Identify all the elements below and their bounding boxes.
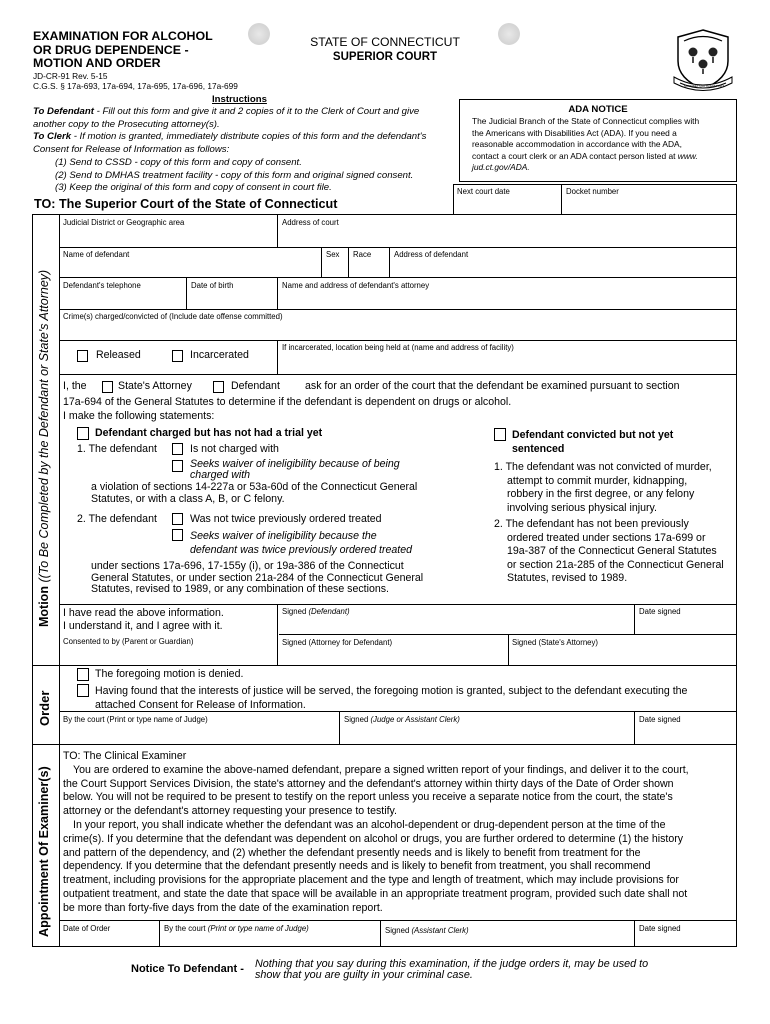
signed-judge-field[interactable]: Signed (Judge or Assistant Clerk) — [344, 715, 460, 724]
form-title: EXAMINATION FOR ALCOHOL OR DRUG DEPENDENCE - MOTION AND ORDER — [33, 29, 213, 70]
defendant-address-field[interactable]: Address of defendant — [394, 250, 469, 259]
punch-hole-right — [498, 23, 520, 45]
motion-granted-label: Having found that the interests of justice will be served, the foregoing motion is granted, subject to the defendant executing the attached Consent for Release of Information. — [95, 685, 688, 711]
signed-defendant-field[interactable]: Signed (Defendant) — [282, 607, 350, 616]
date-of-order-field[interactable]: Date of Order — [63, 924, 111, 933]
notice-text: Nothing that you say during this examination, if the judge orders it, may be used to show that you are guilty in your criminal case. — [255, 958, 649, 981]
sex-field[interactable]: Sex — [326, 250, 340, 259]
motion-denied-checkbox[interactable] — [77, 668, 89, 681]
charged-not-tried-checkbox[interactable] — [77, 427, 89, 440]
docket-number-label: Docket number — [566, 187, 619, 196]
ask-text-2: 17a-694 of the General Statutes to determine if the defendant is dependent on drugs or alcohol. — [63, 396, 512, 408]
signed-assistant-clerk-field[interactable]: Signed (Assistant Clerk) — [385, 926, 469, 935]
consented-by-field[interactable]: Consented to by (Parent or Guardian) — [63, 637, 194, 646]
statutes: C.G.S. § 17a-693, 17a-694, 17a-695, 17a-696, 17a-699 — [33, 81, 238, 91]
signed-states-attorney-field[interactable]: Signed (State's Attorney) — [512, 638, 599, 647]
make-statements: I make the following statements: — [63, 410, 215, 422]
punch-hole-left — [248, 23, 270, 45]
order-by-the-court-field[interactable]: By the court (Print or type name of Judge) — [63, 715, 208, 724]
appointment-by-court-field[interactable]: By the court (Print or type name of Judge) — [164, 924, 309, 933]
motion-denied-label: The foregoing motion is denied. — [95, 668, 244, 680]
not-previously-treated-checkbox[interactable] — [172, 513, 183, 525]
i-the-label: I, the — [63, 380, 87, 392]
not-charged-label: Is not charged with — [190, 443, 279, 455]
form-id: JD-CR-91 Rev. 5-15 — [33, 71, 108, 81]
ada-text: The Judicial Branch of the State of Connecticut complies with the Americans with Disabilities Act (ADA). If you need a reasonable accommodation in accordance with the ADA, contact a court clerk or an ADA contact person listed at www. jud.ct.gov/ADA. — [472, 116, 700, 173]
released-label: Released — [96, 349, 141, 361]
seeks-waiver-1-checkbox[interactable] — [172, 460, 183, 472]
ada-heading: ADA NOTICE — [568, 104, 628, 115]
convicted-not-sentenced-checkbox[interactable] — [494, 428, 506, 441]
charged-heading: Defendant charged but has not had a trial yet — [95, 427, 323, 439]
states-attorney-label: State's Attorney — [118, 380, 192, 392]
to-court-heading: TO: The Superior Court of the State of Connecticut — [34, 197, 338, 211]
motion-date-signed-field[interactable]: Date signed — [639, 607, 681, 616]
defendant-telephone-field[interactable]: Defendant's telephone — [63, 281, 141, 290]
incarcerated-label: Incarcerated — [190, 349, 249, 361]
attorney-name-address-field[interactable]: Name and address of defendant's attorney — [282, 281, 430, 290]
seeks-waiver-2-checkbox[interactable] — [172, 529, 183, 541]
under-sections-text: under sections 17a-696, 17-155y (i), or 19a-386 of the Connecticut General Statutes, or under section 21a-284 of the Connecticut General Statutes, revised to 1989, or any combination of these sections. — [91, 560, 424, 596]
instructions-heading: Instructions — [212, 94, 267, 105]
notice-label: Notice To Defendant - — [131, 963, 244, 975]
address-of-court-field[interactable]: Address of court — [282, 218, 339, 227]
date-of-birth-field[interactable]: Date of birth — [191, 281, 234, 290]
crimes-field[interactable]: Crime(s) charged/convicted of (Include date offense committed) — [63, 312, 283, 321]
motion-section-label: Motion ((To Be Completed by the Defendant or State's Attorney) — [37, 269, 51, 627]
convicted-item1: 1. The defendant was not convicted of murder, attempt to commit murder, kidnapping, robbery in the first degree, or any felony involving serious physical injury. — [494, 461, 712, 514]
order-section-label: Order — [37, 690, 52, 726]
read-info: I have read the above information. I understand it, and I agree with it. — [63, 607, 224, 632]
next-court-date-label: Next court date — [457, 187, 510, 196]
incarcerated-checkbox[interactable] — [172, 350, 183, 362]
item1-label: 1. The defendant — [77, 443, 157, 455]
court-name: SUPERIOR COURT — [332, 51, 438, 63]
convicted-heading: Defendant convicted but not yet sentenced — [512, 429, 674, 455]
instructions-body: To Defendant - Fill out this form and give it and 2 copies of it to the Clerk of Court and give another copy to the Prosecuting attorney(s). To Clerk - If motion is granted, immediately distribute copies of this form and the defendant's Consent for Release of Information as follows: (1) Send to CSSD - copy of this form and copy of consent. (2) Send to DMHAS treatment facility - copy of this form and original signed consent. (3) Keep the original of this form and copy of consent in court file. — [33, 106, 427, 194]
ask-text: ask for an order of the court that the defendant be examined pursuant to section — [305, 380, 680, 392]
released-checkbox[interactable] — [77, 350, 88, 362]
appointment-section-label: Appointment Of Examiner(s) — [37, 766, 51, 937]
appointment-date-signed-field[interactable]: Date signed — [639, 924, 681, 933]
order-date-signed-field[interactable]: Date signed — [639, 715, 681, 724]
states-attorney-checkbox[interactable] — [102, 381, 113, 393]
not-charged-checkbox[interactable] — [172, 443, 183, 455]
defendant-label: Defendant — [231, 380, 280, 392]
convicted-item2: 2. The defendant has not been previously ordered treated under sections 17a-699 or 19a-387 of the Connecticut General Statutes or section 21a-285 of the Connecticut General Statutes, revised to 1989. — [494, 518, 724, 585]
seal-motto: SUSTINET QUI TRANSTULIT — [683, 84, 725, 88]
defendant-checkbox[interactable] — [213, 381, 224, 393]
motion-granted-checkbox[interactable] — [77, 684, 89, 697]
appointment-text: TO: The Clinical Examiner You are ordered to examine the above-named defendant, prepare a signed written report of your findings, and deliver it to the court, the Court Support Services Division, the state's attorney and the defendant's attorney within thirty days of the Date of Order shown below. You will not be required to be present to testify on the report unless you receive a separate notice from the court, the state's attorney or the defendant's attorney requesting your presence to testify. In your report, you shall indicate whether the defendant was an alcohol-dependent or drug-dependent person at the time of the crime(s). If you determine that the defendant was dependent on alcohol or drugs, you are further ordered to determine (1) the history and pattern of the dependency, and (2) whether the defendant presently needs and is likely to benefit from treatment for the dependency. If you determine that the defendant presently needs and is likely to benefit from treatment, you shall recommend treatment, including provisions for the appropriate placement and the type and length of treatment, which may include provisions for outpatient treatment, and state the date that space will be available in an appropriate treatment program, provided such date shall not be more than forty-five days from the date of the examination report. — [63, 750, 689, 914]
defendant-name-field[interactable]: Name of defendant — [63, 250, 130, 259]
ada-notice-box — [459, 99, 737, 182]
seeks-waiver-2-label: Seeks waiver of ineligibility because the defendant was twice previously ordered treated — [190, 530, 413, 556]
signed-attorney-field[interactable]: Signed (Attorney for Defendant) — [282, 638, 393, 647]
seeks-waiver-1-label: Seeks waiver of ineligibility because of being charged with — [190, 458, 400, 481]
violation-text: a violation of sections 14-227a or 53a-60d of the Connecticut General Statutes, or with a class A, B, or C felony. — [91, 481, 418, 505]
item2-label: 2. The defendant — [77, 513, 157, 525]
race-field[interactable]: Race — [353, 250, 372, 259]
judicial-district-field[interactable]: Judicial District or Geographic area — [63, 218, 185, 227]
state-name: STATE OF CONNECTICUT — [310, 35, 460, 49]
incarceration-location-field[interactable]: If incarcerated, location being held at (name and address of facility) — [282, 343, 514, 352]
not-previously-label: Was not twice previously ordered treated — [190, 513, 382, 525]
